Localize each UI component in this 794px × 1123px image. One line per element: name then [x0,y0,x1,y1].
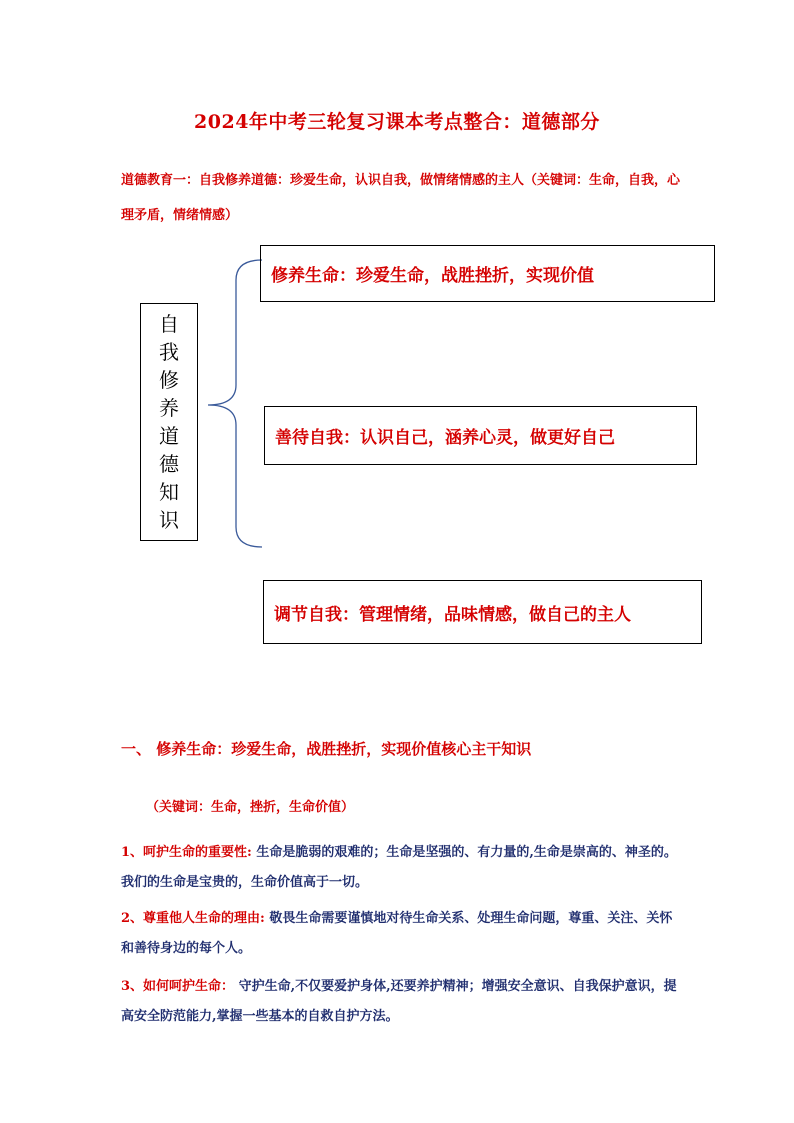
vertical-char: 养 [159,396,179,420]
paragraph-lead: 2、尊重他人生命的理由: [121,911,265,926]
topic-box-cultivate-life: 修养生命：珍爱生命，战胜挫折，实现价值 [260,245,715,302]
paragraph-body: 生命是脆弱的艰难的；生命是坚强的、有力量的,生命是崇高的、神圣的。我们的生命是宝贵的，生命价值高于一切。 [121,845,677,890]
page-title: 2024年中考三轮复习课本考点整合：道德部分 [194,111,600,133]
keywords-line: （关键词：生命，挫折，生命价值） [146,800,355,815]
paragraph-body: 敬畏生命需要谨慎地对待生命关系、处理生命问题，尊重、关注、关怀和善待身边的每个人。 [121,911,673,956]
vertical-char: 修 [159,368,179,392]
paragraph [121,972,681,1032]
paragraph-lead: 3、如何呵护生命： [121,979,235,994]
section-heading: 一、 修养生命：珍爱生命，战胜挫折，实现价值核心主干知识 [121,740,532,758]
vertical-label-box [140,303,198,541]
vertical-char: 知 [159,480,179,504]
paragraph-body: 守护生命,不仅要爱护身体,还要养护精神；增强安全意识、自我保护意识，提高安全防范能力,掌握一些基本的自救自护方法。 [121,979,677,1024]
vertical-char: 我 [159,340,179,364]
paragraph [121,838,681,898]
topic-box-treat-self: 善待自我：认识自己，涵养心灵，做更好自己 [264,406,697,465]
vertical-char: 德 [159,452,179,476]
vertical-char: 自 [159,312,179,336]
vertical-char: 道 [159,424,179,448]
vertical-char: 识 [159,508,179,532]
intro-text: 道德教育一：自我修养道德：珍爱生命，认识自我，做情绪情感的主人（关键词：生命，自我，心理矛盾，情绪情感） [121,173,681,223]
paragraph [121,904,681,964]
topic-box-regulate-self: 调节自我：管理情绪，品味情感，做自己的主人 [263,580,702,644]
paragraph-lead: 1、呵护生命的重要性: [121,845,252,860]
